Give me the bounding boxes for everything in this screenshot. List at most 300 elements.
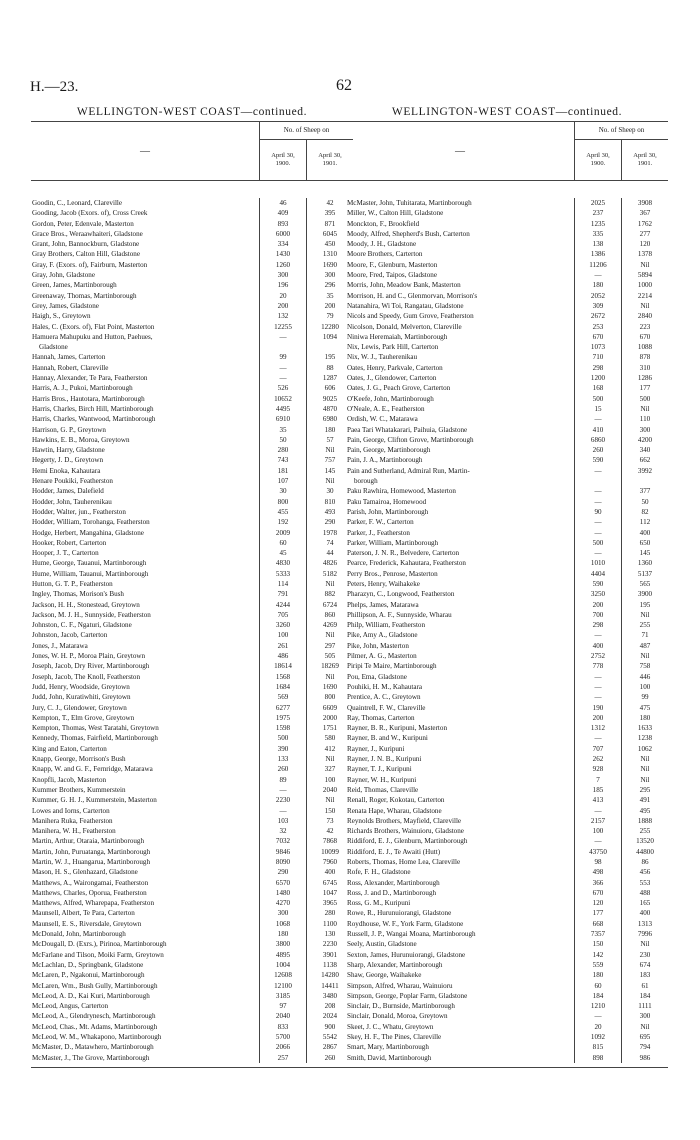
sheep-1901-cell: Nil xyxy=(306,579,353,589)
sheep-1900-cell: 2066 xyxy=(259,1042,306,1052)
table-row xyxy=(346,929,668,939)
sheep-1900-cell xyxy=(259,342,306,352)
sheep-1901-cell: 73 xyxy=(306,816,353,826)
sheep-1900-cell: 390 xyxy=(259,744,306,754)
owner-name-cell: Russell, J. P., Wangai Moana, Martinborough xyxy=(347,930,476,939)
owner-name-cell: Sharp, Alexander, Martinborough xyxy=(347,960,443,969)
sheep-1901-cell: 670 xyxy=(621,332,668,342)
sheep-1901-cell: 1111 xyxy=(621,1001,668,1011)
sheep-1900-cell: 1386 xyxy=(574,249,621,259)
owner-name-cell: Parker, J., Featherston xyxy=(347,528,410,537)
table-row xyxy=(31,764,353,774)
owner-name-cell: Johnston, C. F., Ngaturi, Gladstone xyxy=(32,621,132,630)
table-row xyxy=(346,661,668,671)
year-1900-header: April 30, 1900. xyxy=(271,152,295,167)
sheep-1900-cell: 4404 xyxy=(574,569,621,579)
table-row xyxy=(31,229,353,239)
sheep-1900-cell: 7357 xyxy=(574,929,621,939)
table-row xyxy=(346,908,668,918)
owner-name-cell: Kempton, T., Elm Grove, Greytown xyxy=(32,713,135,722)
table-body xyxy=(346,181,668,1067)
owner-name-cell: Sinclair, D., Burnside, Martinborough xyxy=(347,1002,455,1011)
owner-name-cell: Paku Tamairoa, Homewood xyxy=(347,497,427,506)
table-row xyxy=(31,517,353,527)
owner-name-cell: Skeet, J. C., Whatu, Greytown xyxy=(347,1022,434,1031)
table-row xyxy=(346,373,668,383)
sheep-1900-cell: 2052 xyxy=(574,291,621,301)
sheep-1901-cell: 44 xyxy=(306,548,353,558)
owner-name-cell: Ingley, Thomas, Morison's Bush xyxy=(32,590,124,599)
table-row xyxy=(346,939,668,949)
sheep-1901-cell: 35 xyxy=(306,291,353,301)
owner-name-cell: Hawkins, E. B., Moroa, Greytown xyxy=(32,435,130,444)
sheep-1900-cell: 180 xyxy=(259,929,306,939)
sheep-1901-cell: 400 xyxy=(306,867,353,877)
table-row xyxy=(346,682,668,692)
owner-name-cell: Martin, Arthur, Otaraia, Martinborough xyxy=(32,837,145,846)
sheep-1901-cell: 878 xyxy=(621,352,668,362)
owner-name-cell: Hooker, Robert, Carterton xyxy=(32,538,107,547)
year-1901-header: April 30, 1901. xyxy=(621,140,668,180)
table-row xyxy=(346,1053,668,1063)
sheep-1901-cell: 2024 xyxy=(306,1011,353,1021)
table-row xyxy=(346,981,668,991)
owner-name-cell: Rayner, B. and W., Kuripuni xyxy=(347,734,428,743)
owner-name-cell: Pain, J. A., Martinborough xyxy=(347,456,423,465)
table-header xyxy=(31,122,353,181)
owner-name-cell: Pike, John, Masterton xyxy=(347,641,409,650)
table-row xyxy=(346,672,668,682)
sheep-1900-cell: 12100 xyxy=(259,981,306,991)
owner-name-cell: Pharazyn, C., Longwood, Featherston xyxy=(347,590,455,599)
owner-name-cell: Matthews, Alfred, Wharepapa, Featherston xyxy=(32,899,154,908)
sheep-1900-cell: 707 xyxy=(574,744,621,754)
owner-name-cell: Hodder, William, Torohanga, Featherston xyxy=(32,518,150,527)
sheep-1900-cell: 335 xyxy=(574,229,621,239)
owner-name-cell: Harris Bros., Hautotara, Martinborough xyxy=(32,394,145,403)
owner-name-cell: Roberts, Thomas, Home Lea, Clareville xyxy=(347,858,461,866)
sheep-table xyxy=(31,121,353,1068)
sheep-1901-cell: 74 xyxy=(306,538,353,548)
sheep-1901-cell: 1088 xyxy=(621,342,668,352)
sheep-1901-cell: 4269 xyxy=(306,620,353,630)
sheep-1900-cell: 261 xyxy=(259,641,306,651)
table-row xyxy=(31,507,353,517)
sheep-1900-cell: 455 xyxy=(259,507,306,517)
sheep-1900-cell: 668 xyxy=(574,919,621,929)
sheep-1901-cell: 44800 xyxy=(621,847,668,857)
sheep-1901-cell: 208 xyxy=(306,1001,353,1011)
sheep-1901-cell: 3908 xyxy=(621,198,668,208)
sheep-1901-cell: 1138 xyxy=(306,960,353,970)
sheep-1901-cell: 71 xyxy=(621,630,668,640)
sheep-1901-cell: 695 xyxy=(621,1032,668,1042)
sheep-1900-cell: 60 xyxy=(259,538,306,548)
sheep-1900-cell: 486 xyxy=(259,651,306,661)
table-row xyxy=(346,208,668,218)
table-row xyxy=(31,270,353,280)
sheep-1900-cell: 400 xyxy=(574,641,621,651)
owner-name-cell: Nicols and Speedy, Gum Grove, Featherston xyxy=(347,312,474,321)
sheep-1900-cell: — xyxy=(574,466,621,476)
owner-name-cell: Joseph, Jacob, The Knoll, Featherston xyxy=(32,672,141,681)
table-header xyxy=(346,122,668,181)
sheep-1901-cell: 1000 xyxy=(621,280,668,290)
sheep-1900-cell: 670 xyxy=(574,332,621,342)
sheep-1900-cell: 5700 xyxy=(259,1032,306,1042)
table-row xyxy=(31,342,353,352)
table-row xyxy=(346,301,668,311)
sheep-1900-cell: 5333 xyxy=(259,569,306,579)
owner-name-cell: Ray, Thomas, Carterton xyxy=(347,713,415,722)
sheep-1901-cell: 1762 xyxy=(621,219,668,229)
owner-name-cell: Kempton, Thomas, West Taratahi, Greytown xyxy=(32,724,159,733)
table-row xyxy=(31,826,353,836)
table-row xyxy=(346,260,668,270)
sheep-1900-cell: 498 xyxy=(574,867,621,877)
sheep-1901-cell: Nil xyxy=(621,404,668,414)
sheep-1901-cell: 800 xyxy=(306,692,353,702)
sheep-1901-cell: 6745 xyxy=(306,878,353,888)
table-row xyxy=(31,991,353,1001)
sheep-1901-cell: 505 xyxy=(306,651,353,661)
table-row xyxy=(346,723,668,733)
table-row xyxy=(346,1042,668,1052)
table-row xyxy=(346,280,668,290)
table-row xyxy=(346,219,668,229)
owner-name-cell: Henare Poukiki, Featherston xyxy=(32,477,113,486)
owner-name-cell: Reid, Thomas, Clareville xyxy=(347,785,419,794)
table-row xyxy=(31,806,353,816)
table-row xyxy=(31,414,353,424)
sheep-1900-cell: 192 xyxy=(259,517,306,527)
table-row xyxy=(31,301,353,311)
sheep-1900-cell: 114 xyxy=(259,579,306,589)
sheep-1901-cell: Nil xyxy=(621,301,668,311)
sheep-1901-cell: 7996 xyxy=(621,929,668,939)
sheep-1900-cell: 590 xyxy=(574,455,621,465)
sheep-1901-cell: 79 xyxy=(306,311,353,321)
sheep-1900-cell: 7032 xyxy=(259,836,306,846)
document-reference: H.—23. xyxy=(30,79,79,95)
sheep-1901-cell: 145 xyxy=(306,466,353,476)
owner-name-cell: Riddiford, E. J., Te Awaiti (Hutt) xyxy=(347,847,441,856)
table-row xyxy=(31,548,353,558)
table-row xyxy=(346,1001,668,1011)
owner-name-cell: Shaw, George, Waihakeke xyxy=(347,971,422,980)
table-row xyxy=(346,486,668,496)
sheep-1900-cell: 833 xyxy=(259,1022,306,1032)
sheep-1901-cell: 310 xyxy=(621,363,668,373)
owner-name-cell: Ross, J. and D., Martinborough xyxy=(347,888,437,897)
sheep-1901-cell: 495 xyxy=(621,806,668,816)
owner-name-cell: Parker, F. W., Carterton xyxy=(347,518,414,527)
sheep-1900-cell: 181 xyxy=(259,466,306,476)
table-row xyxy=(346,569,668,579)
sheep-1901-cell: 367 xyxy=(621,208,668,218)
sheep-1900-cell: — xyxy=(574,486,621,496)
sheep-1901-cell xyxy=(621,476,668,486)
owner-name-cell: Hannay, Alexander, Te Para, Featherston xyxy=(32,374,148,383)
sheep-1901-cell: 1062 xyxy=(621,744,668,754)
sheep-1901-cell: 3965 xyxy=(306,898,353,908)
sheep-1900-cell: — xyxy=(574,733,621,743)
sheep-1901-cell: 3992 xyxy=(621,466,668,476)
table-row xyxy=(31,641,353,651)
owner-name-cell: Pilmer, A. G., Masterton xyxy=(347,652,417,661)
table-row xyxy=(31,404,353,414)
table-row xyxy=(31,538,353,548)
sheep-1901-cell: 456 xyxy=(621,867,668,877)
sheep-1900-cell: 200 xyxy=(574,600,621,610)
sheep-1901-cell: 491 xyxy=(621,795,668,805)
sheep-column-title: No. of Sheep on xyxy=(575,122,668,140)
owner-name-cell: Piripi Te Maire, Martinborough xyxy=(347,662,437,671)
table-row xyxy=(31,867,353,877)
table-row xyxy=(31,198,353,208)
sheep-1901-cell: 5137 xyxy=(621,569,668,579)
sheep-1900-cell: 150 xyxy=(574,939,621,949)
sheep-1900-cell: 237 xyxy=(574,208,621,218)
owner-name-cell: Moore Brothers, Carterton xyxy=(347,250,423,259)
sheep-1900-cell: 898 xyxy=(574,1053,621,1063)
owner-name-cell: Manihera, W. H., Featherston xyxy=(32,827,116,836)
table-row xyxy=(31,981,353,991)
owner-name-cell: Pain, George, Clifton Grove, Martinborough xyxy=(347,435,474,444)
sheep-1900-cell: 366 xyxy=(574,878,621,888)
owner-name-cell: Pain and Sutherland, Admiral Run, Martin- xyxy=(347,466,470,475)
sheep-1901-cell: 82 xyxy=(621,507,668,517)
sheep-1900-cell: 300 xyxy=(259,270,306,280)
sheep-1901-cell: 183 xyxy=(621,970,668,980)
table-row xyxy=(346,785,668,795)
owner-name-cell: Harris, Charles, Birch Hill, Martinborough xyxy=(32,404,154,413)
right-table-column xyxy=(346,103,668,1068)
sheep-1901-cell: 42 xyxy=(306,198,353,208)
sheep-1901-cell: 1047 xyxy=(306,888,353,898)
sheep-1900-cell: 705 xyxy=(259,610,306,620)
sheep-1901-cell: 1287 xyxy=(306,373,353,383)
sheep-1900-cell: 45 xyxy=(259,548,306,558)
sheep-1901-cell: 1100 xyxy=(306,919,353,929)
sheep-1900-cell: 569 xyxy=(259,692,306,702)
table-row xyxy=(346,445,668,455)
owner-name-cell: Renata Hape, Wharau, Gladstone xyxy=(347,806,442,815)
owner-name-cell: McLaren, P., Ngakonui, Martinborough xyxy=(32,971,145,980)
owner-name-cell: Harris, A. J., Pukoi, Martinborough xyxy=(32,384,133,393)
sheep-1900-cell: — xyxy=(574,692,621,702)
owner-name-cell: Hume, George, Tauanui, Martinborough xyxy=(32,559,147,568)
sheep-1901-cell: 14280 xyxy=(306,970,353,980)
sheep-1900-cell: 590 xyxy=(574,579,621,589)
sheep-1901-cell: 120 xyxy=(621,239,668,249)
table-row xyxy=(31,970,353,980)
sheep-1901-cell: Nil xyxy=(621,610,668,620)
owner-name-cell: Prentice, A. C., Greytown xyxy=(347,693,421,702)
sheep-1900-cell: 20 xyxy=(574,1022,621,1032)
sheep-1901-cell: 500 xyxy=(621,394,668,404)
table-row xyxy=(31,723,353,733)
sheep-1900-cell: — xyxy=(259,363,306,373)
table-row xyxy=(31,466,353,476)
table-row xyxy=(346,816,668,826)
owner-name-cell: Rayner, T. J., Kuripuni xyxy=(347,765,412,774)
sheep-1901-cell: 794 xyxy=(621,1042,668,1052)
sheep-1901-cell: 606 xyxy=(306,383,353,393)
owner-name-cell: Hamuera Mahupuku and Hutton, Paehues, xyxy=(32,332,153,341)
sheep-1900-cell: 142 xyxy=(574,950,621,960)
owner-name-cell: Gray, F. (Exors. of), Fairburn, Masterton xyxy=(32,260,148,269)
sheep-1901-cell: 327 xyxy=(306,764,353,774)
table-row xyxy=(31,352,353,362)
sheep-1900-cell: 253 xyxy=(574,322,621,332)
owner-name-cell: O'Neale, A. E., Featherston xyxy=(347,404,425,413)
sheep-1901-cell: 6045 xyxy=(306,229,353,239)
table-row xyxy=(346,291,668,301)
sheep-1901-cell: 300 xyxy=(621,1011,668,1021)
owner-name-cell: Pain, George, Martinborough xyxy=(347,446,431,455)
sheep-1900-cell: 180 xyxy=(574,280,621,290)
table-row xyxy=(346,610,668,620)
owner-name-cell: Oates, Henry, Parkvale, Carterton xyxy=(347,363,443,372)
table-row xyxy=(31,661,353,671)
sheep-1900-cell: 791 xyxy=(259,589,306,599)
owner-name-cell: Kennedy, Thomas, Fairfield, Martinborough xyxy=(32,734,158,743)
table-row xyxy=(346,651,668,661)
owner-name-cell: Sinclair, Donald, Moroa, Greytown xyxy=(347,1012,448,1021)
sheep-1901-cell: 18269 xyxy=(306,661,353,671)
sheep-1900-cell: 99 xyxy=(259,352,306,362)
owner-name-cell: Richards Brothers, Wainuioru, Gladstone xyxy=(347,827,464,836)
sheep-1901-cell: 14411 xyxy=(306,981,353,991)
table-row xyxy=(31,1022,353,1032)
table-row xyxy=(31,888,353,898)
sheep-1900-cell: 32 xyxy=(259,826,306,836)
sheep-1900-cell: — xyxy=(574,497,621,507)
table-row xyxy=(31,651,353,661)
sheep-1901-cell: Nil xyxy=(621,764,668,774)
owner-name-cell: Hemi Enoka, Kahautara xyxy=(32,466,101,475)
owner-name-cell: Jones, W. H. P., Moroa Plain, Greytown xyxy=(32,652,146,661)
sheep-1901-cell: 280 xyxy=(306,908,353,918)
table-row xyxy=(346,754,668,764)
owner-name-cell: Rayner, J. N. B., Kuripuni xyxy=(347,755,422,764)
owner-name-cell: Maunsell, E. S., Riversdale, Greytown xyxy=(32,919,142,928)
sheep-1901-cell: 88 xyxy=(306,363,353,373)
owner-name-cell: Joseph, Jacob, Dry River, Martinborough xyxy=(32,662,150,671)
sheep-1901-cell: Nil xyxy=(306,476,353,486)
sheep-1900-cell: 1684 xyxy=(259,682,306,692)
sheep-1901-cell: 1690 xyxy=(306,682,353,692)
sheep-1900-cell: 413 xyxy=(574,795,621,805)
sheep-1900-cell: 107 xyxy=(259,476,306,486)
owner-name-cell: Manihera Ruka, Featherston xyxy=(32,816,113,825)
table-row xyxy=(31,950,353,960)
owner-name-cell: Phelps, James, Matarawa xyxy=(347,600,419,609)
owner-name-cell: Lowes and Iorns, Carterton xyxy=(32,806,110,815)
sheep-1901-cell: 565 xyxy=(621,579,668,589)
sheep-1901-cell: 100 xyxy=(621,682,668,692)
table-row xyxy=(346,332,668,342)
sheep-1900-cell: 257 xyxy=(259,1053,306,1063)
sheep-1901-cell: Nil xyxy=(306,672,353,682)
owner-name-cell: Rayner, W. H., Kuripuni xyxy=(347,775,417,784)
owner-name-cell: Rayner, B. R., Kuripuni, Masterton xyxy=(347,724,448,733)
sheep-1901-cell: 1238 xyxy=(621,733,668,743)
owner-name-cell: Paterson, J. N. R., Belvedere, Carterton xyxy=(347,549,460,558)
sheep-1900-cell: — xyxy=(259,332,306,342)
sheep-1900-cell: 2230 xyxy=(259,795,306,805)
table-row xyxy=(346,703,668,713)
sheep-column-group xyxy=(574,122,668,180)
table-row xyxy=(31,703,353,713)
sheep-1900-cell: 4244 xyxy=(259,600,306,610)
sheep-1901-cell: 6724 xyxy=(306,600,353,610)
sheep-1901-cell: 290 xyxy=(306,517,353,527)
sheep-1900-cell: 8090 xyxy=(259,857,306,867)
sheep-1901-cell: 50 xyxy=(621,497,668,507)
sheep-1900-cell: 132 xyxy=(259,311,306,321)
sheep-1901-cell: 475 xyxy=(621,703,668,713)
page-number: 62 xyxy=(336,77,352,94)
owner-name-cell: Grey, James, Gladstone xyxy=(32,301,99,310)
sheep-1901-cell: Nil xyxy=(306,630,353,640)
sheep-1900-cell: 526 xyxy=(259,383,306,393)
sheep-1900-cell: 409 xyxy=(259,208,306,218)
sheep-1901-cell: Nil xyxy=(621,775,668,785)
sheep-1900-cell: 670 xyxy=(574,888,621,898)
sheep-1900-cell: 98 xyxy=(574,857,621,867)
owner-name-cell: Jury, C. J., Glendower, Greytown xyxy=(32,703,127,712)
owner-name-cell: McMaster, J., The Grove, Martinborough xyxy=(32,1053,150,1062)
sheep-1900-cell xyxy=(574,476,621,486)
owner-name-cell: Pike, Amy A., Gladstone xyxy=(347,631,418,640)
owner-name-cell: Reynolds Brothers, Mayfield, Clareville xyxy=(347,816,462,825)
table-row xyxy=(31,394,353,404)
owner-name-cell: Moore, F., Glenburn, Masterton xyxy=(347,260,438,269)
table-row xyxy=(31,878,353,888)
owner-name-cell: Pou, Ema, Gladstone xyxy=(347,672,407,681)
owner-name-cell: Perry Bros., Penrose, Masterton xyxy=(347,569,438,578)
sheep-1900-cell: 6910 xyxy=(259,414,306,424)
owner-name-cell: McFarlane and Tilson, Moiki Farm, Greytown xyxy=(32,950,164,959)
sheep-1900-cell: 100 xyxy=(574,826,621,836)
owner-name-cell: Hutton, G. T. P., Featherston xyxy=(32,579,113,588)
sheep-1901-cell: 6980 xyxy=(306,414,353,424)
table-title: WELLINGTON-WEST COAST—continued. xyxy=(76,106,308,118)
sheep-1901-cell: Nil xyxy=(306,754,353,764)
sheep-1900-cell: 1210 xyxy=(574,1001,621,1011)
owner-name-cell: Mason, H. S., Glenhazard, Gladstone xyxy=(32,868,138,877)
table-row xyxy=(31,744,353,754)
owner-name-cell: Moore, Fred, Taipos, Gladstone xyxy=(347,271,438,280)
sheep-1901-cell: 42 xyxy=(306,826,353,836)
sheep-1900-cell: 260 xyxy=(574,445,621,455)
table-row xyxy=(346,383,668,393)
owner-name-cell: Matthews, Charles, Oporua, Featherston xyxy=(32,888,147,897)
sheep-1900-cell: — xyxy=(574,630,621,640)
sheep-1901-cell: 1310 xyxy=(306,249,353,259)
table-row xyxy=(31,332,353,342)
owner-name-cell: McLeod, A., Glendrynesch, Martinborough xyxy=(32,1012,156,1021)
sheep-1900-cell: 20 xyxy=(259,291,306,301)
sheep-1901-cell: 195 xyxy=(621,600,668,610)
sheep-1900-cell: 743 xyxy=(259,455,306,465)
sheep-1900-cell: 89 xyxy=(259,775,306,785)
sheep-1900-cell: 6000 xyxy=(259,229,306,239)
sheep-1901-cell: 130 xyxy=(306,929,353,939)
table-row xyxy=(346,1032,668,1042)
